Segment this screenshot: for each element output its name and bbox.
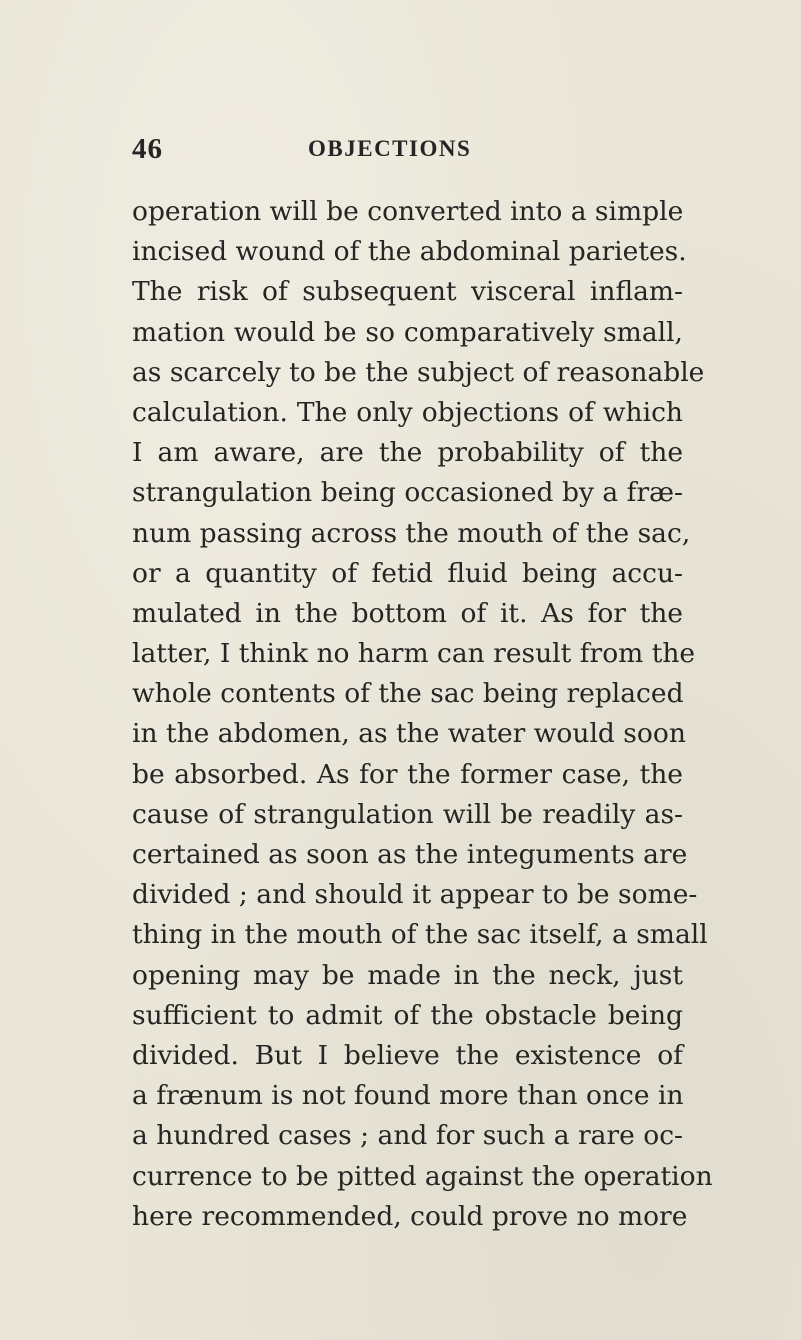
text-line: strangulation being occasioned by a fræ- [132,477,683,509]
text-line: opening may be made in the neck, just [132,959,683,991]
running-head [132,133,682,173]
text-line: whole contents of the sac being replaced [132,678,684,710]
text-line: thing in the mouth of the sac itself, a small [132,919,708,951]
body-text [132,192,713,1237]
text-line: incised wound of the abdominal parietes. [132,236,687,268]
text-line: be absorbed. As for the former case, the [132,758,683,790]
text-line: sufficient to admit of the obstacle being [132,999,683,1031]
text-line: a frænum is not found more than once in [132,1080,684,1112]
running-head-title: OBJECTIONS [308,136,472,161]
text-line: cause of strangulation will be readily as- [132,798,683,830]
text-line: as scarcely to be the subject of reasonable [132,356,705,388]
text-line: or a quantity of fetid fluid being accu- [132,557,683,589]
text-line: divided ; and should it appear to be some- [132,879,698,911]
text-line: calculation. The only objections of which [132,396,683,428]
text-line: certained as soon as the integuments are [132,839,688,870]
text-line: The risk of subsequent visceral inflam- [132,276,683,308]
text-line: a hundred cases ; and for such a rare oc- [132,1120,683,1152]
text-line: operation will be converted into a simple [132,196,684,227]
text-line: here recommended, could prove no more [132,1200,688,1232]
page-number: 46 [132,133,163,165]
text-line: latter, I think no harm can result from the [132,638,696,670]
text-line: I am aware, are the probability of the [132,437,683,469]
text-line: mation would be so comparatively small, [132,316,683,348]
text-line: divided. But I believe the existence of [132,1039,683,1071]
text-line: num passing across the mouth of the sac, [132,517,691,549]
text-line: in the abdomen, as the water would soon [132,718,686,750]
text-line: currence to be pitted against the operation [132,1160,713,1192]
text-line: mulated in the bottom of it. As for the [132,597,683,629]
